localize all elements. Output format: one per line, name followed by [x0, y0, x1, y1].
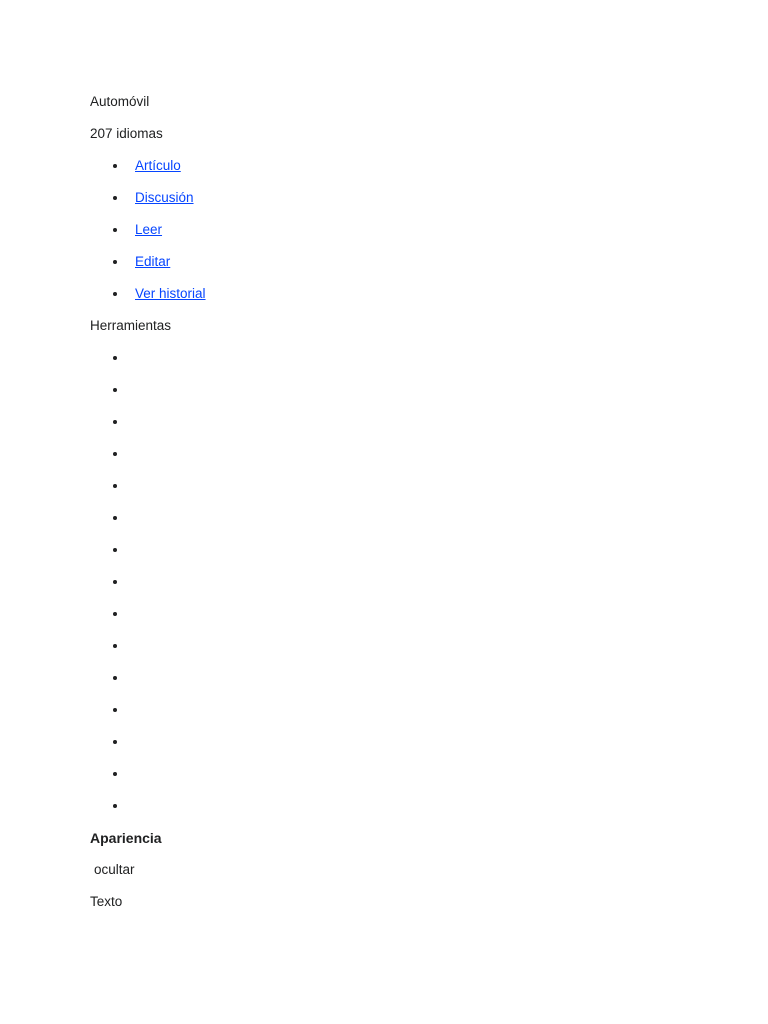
tab-talk	[90, 182, 768, 214]
tools-list-item	[90, 406, 768, 438]
tab-edit-link[interactable]: Editar	[135, 254, 171, 269]
tools-list-item	[90, 438, 768, 470]
tools-list-item	[90, 790, 768, 822]
tools-heading[interactable]: Herramientas	[90, 318, 172, 333]
tools-list-item	[90, 502, 768, 534]
tab-read-link[interactable]: Leer	[135, 222, 163, 237]
tab-talk-link[interactable]: Discusión	[135, 190, 194, 205]
tools-list-item	[90, 342, 768, 374]
tab-article	[90, 150, 768, 182]
appearance-heading: Apariencia	[90, 830, 162, 846]
page-title: Automóvil	[90, 94, 150, 109]
tab-history	[90, 278, 768, 310]
tools-list-item	[90, 758, 768, 790]
text-size-label: Texto	[90, 894, 123, 909]
tools-list-item	[90, 630, 768, 662]
tools-list-item	[90, 470, 768, 502]
tools-list	[90, 342, 768, 822]
tab-edit	[90, 246, 768, 278]
tools-list-item	[90, 374, 768, 406]
tools-list-item	[90, 694, 768, 726]
appearance-hide-button[interactable]: ocultar	[94, 862, 135, 877]
tab-read	[90, 214, 768, 246]
tools-list-item	[90, 534, 768, 566]
tab-article-link[interactable]: Artículo	[135, 158, 181, 173]
tools-list-item	[90, 598, 768, 630]
tools-list-item	[90, 726, 768, 758]
tools-list-item	[90, 566, 768, 598]
tools-list-item	[90, 662, 768, 694]
language-selector[interactable]: 207 idiomas	[90, 126, 163, 141]
tab-history-link[interactable]: Ver historial	[135, 286, 206, 301]
views-list	[90, 150, 768, 310]
